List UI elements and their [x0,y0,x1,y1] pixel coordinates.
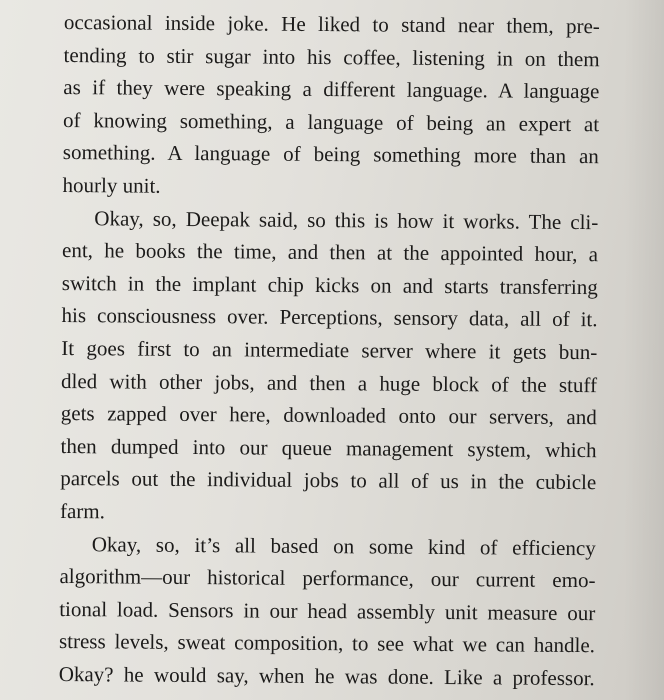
page-edge-shadow [624,0,664,700]
text-line: dled with other jobs, and then a huge block of the stuff [60,368,598,397]
text-line: his consciousness over. Perceptions, sensory data, all of it. [61,303,598,332]
text-line: Okay? he would say, when he was done. Like a professor. [58,661,595,691]
text-line: farm. [59,498,106,524]
text-line: Okay, so, it’s all based on some kind of efficiency [91,531,596,560]
text-line: algorithm—our historical performance, our current emo- [59,564,596,593]
text-line: ent, he books the time, and then at the appointed hour, a [61,238,599,267]
text-line: something. A language of being something more than an [62,140,599,169]
text-line: as if they were speaking a different language. A language [63,75,600,104]
text-line: stress levels, sweat composition, to see what we can handle. [58,629,596,658]
text-line: Okay, so, Deepak said, so this is how it works. The cli- [94,205,599,234]
page-text [59,6,600,695]
text-line: hourly unit. [62,172,161,198]
text-line: of knowing something, a language of being an expert at [63,107,600,136]
text-line: It goes first to an intermediate server where it gets bun- [61,335,598,365]
text-line: tending to stir sugar into his coffee, listening in on them [63,42,600,71]
text-line: switch in the implant chip kicks on and starts transferring [61,270,598,299]
text-line: tional load. Sensors in our head assembly unit measure our [59,596,596,625]
text-line: gets zapped over here, downloaded onto our servers, and [60,401,597,430]
text-line: parcels out the individual jobs to all of us in the cubicle [60,466,597,495]
text-line: then dumped into our queue management system, which [60,433,597,462]
text-line: occasional inside joke. He liked to stand near them, pre- [63,9,600,39]
